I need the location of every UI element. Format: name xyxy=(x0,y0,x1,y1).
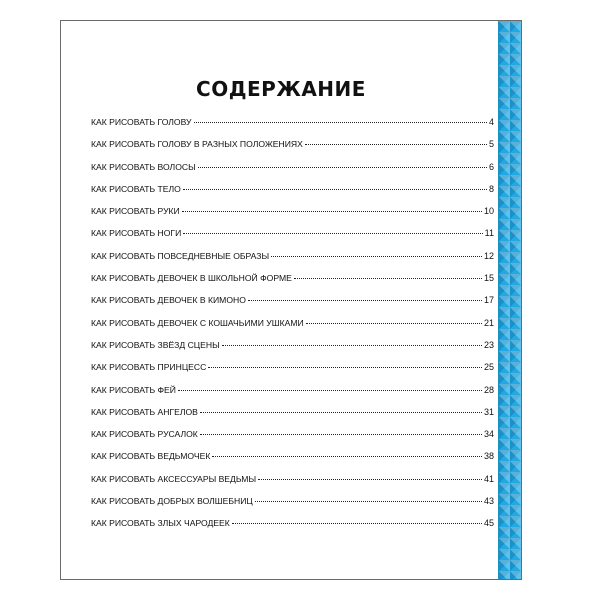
book-page xyxy=(60,20,522,580)
toc-entry-page-number: 8 xyxy=(488,183,494,194)
toc-entry[interactable] xyxy=(91,184,494,206)
toc-entry-page-number: 45 xyxy=(483,518,494,529)
toc-dot-leader xyxy=(208,367,482,368)
toc-dot-leader xyxy=(200,412,482,413)
toc-entry[interactable] xyxy=(91,518,494,540)
toc-entry[interactable] xyxy=(91,451,494,473)
toc-dot-leader xyxy=(248,300,482,301)
toc-entry-label: КАК РИСОВАТЬ РУСАЛОК xyxy=(91,429,198,440)
toc-entry-page-number: 17 xyxy=(483,295,494,306)
toc-entry-label: КАК РИСОВАТЬ АКСЕССУАРЫ ВЕДЬМЫ xyxy=(91,473,257,484)
toc-entry-page-number: 21 xyxy=(483,317,494,328)
toc-entry[interactable] xyxy=(91,496,494,518)
toc-dot-leader xyxy=(232,523,482,524)
toc-dot-leader xyxy=(258,479,482,480)
toc-entry-label: КАК РИСОВАТЬ ФЕЙ xyxy=(91,384,176,395)
page-title: СОДЕРЖАНИЕ xyxy=(196,77,366,101)
toc-dot-leader xyxy=(255,501,482,502)
toc-entry-page-number: 5 xyxy=(488,139,494,150)
toc-entry-page-number: 28 xyxy=(483,384,494,395)
toc-entry-page-number: 31 xyxy=(483,406,494,417)
toc-entry[interactable] xyxy=(91,429,494,451)
toc-dot-leader xyxy=(306,323,482,324)
toc-entry[interactable] xyxy=(91,340,494,362)
toc-entry[interactable] xyxy=(91,273,494,295)
toc-dot-leader xyxy=(183,233,482,234)
toc-entry-label: КАК РИСОВАТЬ ДЕВОЧЕК В ШКОЛЬНОЙ ФОРМЕ xyxy=(91,273,292,284)
toc-entry-label: КАК РИСОВАТЬ РУКИ xyxy=(91,206,180,217)
toc-entry-page-number: 10 xyxy=(483,206,494,217)
toc-entry-label: КАК РИСОВАТЬ ЗЛЫХ ЧАРОДЕЕК xyxy=(91,518,230,529)
toc-entry-page-number: 23 xyxy=(483,339,494,350)
toc-entry-label: КАК РИСОВАТЬ ГОЛОВУ xyxy=(91,117,192,127)
toc-entry[interactable] xyxy=(91,318,494,340)
toc-entry[interactable] xyxy=(91,139,494,161)
toc-entry-page-number: 6 xyxy=(488,161,494,172)
toc-entry[interactable] xyxy=(91,295,494,317)
toc-entry-label: КАК РИСОВАТЬ ПОВСЕДНЕВНЫЕ ОБРАЗЫ xyxy=(91,250,270,261)
table-of-contents xyxy=(91,117,494,541)
toc-entry[interactable] xyxy=(91,206,494,228)
toc-entry[interactable] xyxy=(91,407,494,429)
toc-entry[interactable] xyxy=(91,362,494,384)
toc-entry-page-number: 34 xyxy=(483,429,494,440)
toc-entry-label: КАК РИСОВАТЬ НОГИ xyxy=(91,228,182,239)
toc-dot-leader xyxy=(271,256,482,257)
toc-entry-label: КАК РИСОВАТЬ АНГЕЛОВ xyxy=(91,406,198,417)
toc-entry-label: КАК РИСОВАТЬ ВЕДЬМОЧЕК xyxy=(91,451,211,462)
toc-entry-label: КАК РИСОВАТЬ ДЕВОЧЕК С КОШАЧЬИМИ УШКАМИ xyxy=(91,317,304,328)
toc-dot-leader xyxy=(212,456,482,457)
toc-entry-label: КАК РИСОВАТЬ ЗВЁЗД СЦЕНЫ xyxy=(91,339,220,350)
toc-entry[interactable] xyxy=(91,474,494,496)
toc-entry[interactable] xyxy=(91,117,494,139)
toc-entry-page-number: 12 xyxy=(483,250,494,261)
toc-entry-label: КАК РИСОВАТЬ ДЕВОЧЕК В КИМОНО xyxy=(91,295,246,306)
toc-entry-label: КАК РИСОВАТЬ ГОЛОВУ В РАЗНЫХ ПОЛОЖЕНИЯХ xyxy=(91,139,303,150)
toc-dot-leader xyxy=(222,345,482,346)
decorative-edge-strip xyxy=(498,21,521,579)
toc-entry-label: КАК РИСОВАТЬ ДОБРЫХ ВОЛШЕБНИЦ xyxy=(91,496,253,507)
toc-dot-leader xyxy=(183,189,487,190)
toc-entry-page-number: 15 xyxy=(483,273,494,284)
toc-entry-label: КАК РИСОВАТЬ ВОЛОСЫ xyxy=(91,161,196,172)
toc-dot-leader xyxy=(200,434,482,435)
toc-dot-leader xyxy=(194,122,487,123)
toc-entry[interactable] xyxy=(91,385,494,407)
toc-entry-label: КАК РИСОВАТЬ ТЕЛО xyxy=(91,183,181,194)
toc-entry-page-number: 43 xyxy=(483,496,494,507)
toc-entry[interactable] xyxy=(91,162,494,184)
toc-entry-label: КАК РИСОВАТЬ ПРИНЦЕСС xyxy=(91,362,207,373)
toc-dot-leader xyxy=(305,144,487,145)
toc-entry-page-number: 38 xyxy=(483,451,494,462)
toc-entry[interactable] xyxy=(91,251,494,273)
toc-dot-leader xyxy=(178,390,482,391)
toc-entry-page-number: 25 xyxy=(483,362,494,373)
toc-entry-page-number: 11 xyxy=(484,228,494,239)
toc-entry-page-number: 41 xyxy=(483,473,494,484)
toc-dot-leader xyxy=(182,211,482,212)
toc-dot-leader xyxy=(294,278,482,279)
toc-dot-leader xyxy=(198,167,487,168)
toc-entry[interactable] xyxy=(91,228,494,250)
toc-entry-page-number: 4 xyxy=(488,117,494,127)
